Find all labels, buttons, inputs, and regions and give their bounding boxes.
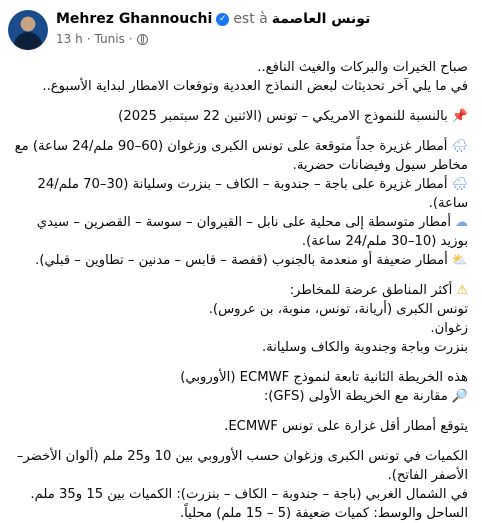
ecmwf-summary [8, 417, 468, 436]
forecast-item [8, 137, 468, 175]
forecast-item [8, 251, 468, 270]
globe-icon[interactable] [137, 34, 148, 45]
gfs-heading-text: بالنسبة للنموذج الامريكي – تونس (الاثنين 22 سبتمبر 2025) [118, 109, 448, 124]
post-time[interactable]: 13 h [56, 32, 83, 46]
warning-icon: ⚠ [456, 283, 468, 298]
forecast-text: أمطار متوسطة إلى محلية على نابل – القيروان – سوسة – القصرين – سيدي بوزيد (10–30 ملم/24 ساعة). [36, 215, 468, 249]
risk-item: بنزرت وباجة وجندوبة والكاف وسليانة. [261, 340, 468, 355]
forecast-item [8, 175, 468, 213]
risk-heading [8, 281, 468, 300]
author-line [56, 11, 370, 27]
cloud-with-rain-icon: 🌧 [451, 139, 468, 154]
magnifying-glass-icon: 🔎 [451, 389, 468, 404]
cloud-with-rain-icon: 🌧 [451, 177, 468, 192]
separator: · [128, 32, 133, 46]
risk-heading-text: أكثر المناطق عرضة للمخاطر: [289, 283, 453, 298]
post-header [0, 0, 482, 58]
forecast-list [8, 137, 468, 270]
greeting-line: صباح الخيرات والبركات والغيث النافع.. [257, 60, 468, 75]
ecmwf-compare-text: مقارنة مع الخريطة الأولى (GFS): [263, 389, 448, 404]
pushpin-icon: 📌 [451, 109, 468, 124]
ecmwf-detail: الساحل والوسط: كميات ضعيفة (5 – 15 ملم) محلياً. [179, 506, 468, 521]
ecmwf-paragraph [8, 368, 468, 406]
location-link[interactable]: تونس العاصمة [271, 11, 371, 27]
gfs-heading [8, 107, 468, 126]
gfs-heading-paragraph [8, 107, 468, 126]
ecmwf-details [8, 447, 468, 523]
post-body [0, 58, 482, 523]
cloud-icon: ☁ [455, 215, 468, 230]
forecast-item [8, 213, 468, 251]
ecmwf-detail: الكميات في تونس الكبرى وزغوان حسب الأوروبي بين 10 و25 ملم (ألوان الأخضر–الأصفر الفاتح). [16, 449, 468, 483]
separator: · [86, 32, 91, 46]
at-text: est à [233, 11, 268, 27]
ecmwf-intro: هذه الخريطة الثانية تابعة لنموذج ECMWF (الأوروبي) [180, 370, 468, 385]
sun-behind-cloud-icon: ⛅ [451, 253, 468, 268]
forecast-text: أمطار ضعيفة أو منعدمة بالجنوب (قفصة – قابس – مدنين – تطاوين – قبلي). [35, 253, 448, 268]
author-name[interactable]: Mehrez Ghannouchi [56, 11, 213, 27]
ecmwf-compare [8, 387, 468, 406]
risk-item: زغوان. [430, 321, 468, 336]
author-avatar[interactable] [8, 10, 48, 50]
intro-line: في ما يلي آخر تحديثات لبعض النماذج العددية وتوقعات الامطار لبداية الأسبوع.. [42, 79, 468, 94]
ecmwf-detail: في الشمال الغربي (باجة – جندوبة – الكاف – بنزرت): الكميات بين 15 و35 ملم. [30, 487, 468, 502]
intro-paragraph [8, 58, 468, 96]
risk-item: تونس الكبرى (أريانة، تونس، منوبة، بن عروس). [208, 302, 468, 317]
forecast-text: أمطار غزيرة جداً متوقعة على تونس الكبرى وزغوان (60–90 ملم/24 ساعة) مع مخاطر سيول وفيضانات حضرية. [14, 139, 468, 173]
forecast-text: أمطار غزيرة على باجة – جندوبة – الكاف – بنزرت وسليانة (30–70 ملم/24 ساعة). [37, 177, 468, 211]
post-meta [56, 32, 148, 46]
risk-areas [8, 281, 468, 357]
ecmwf-summary-line: يتوقع أمطار أقل غزارة على تونس ECMWF. [224, 419, 468, 434]
post-place: Tunis [94, 32, 125, 46]
verified-badge-icon: ✓ [216, 13, 229, 26]
